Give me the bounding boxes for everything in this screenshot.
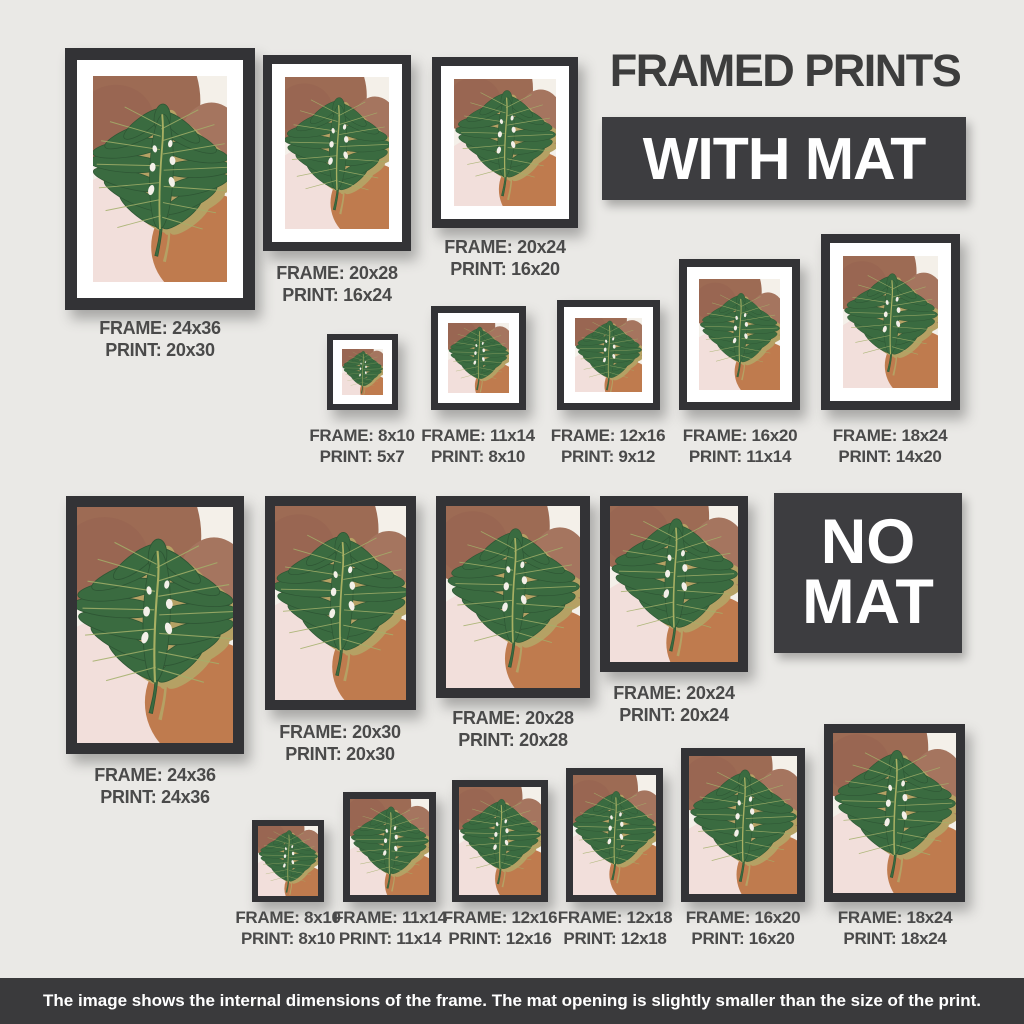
- print-size: PRINT: 12x18: [563, 928, 667, 948]
- no-mat-badge-line2: MAT: [802, 567, 934, 637]
- frame-size: FRAME: 20x24: [444, 237, 566, 257]
- frame-size: FRAME: 12x16: [550, 426, 666, 445]
- size-label-no-mat-18x24: [825, 908, 965, 949]
- print-size: PRINT: 5x7: [319, 446, 405, 466]
- frame-size: FRAME: 20x30: [279, 722, 401, 742]
- frame-size: FRAME: 20x28: [452, 708, 574, 728]
- frame-no-mat-11x14: [343, 792, 436, 902]
- no-mat-badge-line1: NO: [820, 507, 916, 578]
- frame-size: FRAME: 18x24: [832, 426, 948, 445]
- frame-size: FRAME: 20x24: [613, 683, 735, 703]
- with-mat-badge: WITH MAT: [602, 117, 966, 200]
- monstera-artwork: [275, 506, 406, 700]
- size-label-with-mat-12x16: [538, 426, 678, 467]
- monstera-artwork: [833, 733, 956, 893]
- frame-size: FRAME: 11x14: [421, 426, 535, 445]
- page-title: FRAMED PRINTS: [609, 45, 961, 96]
- monstera-artwork: [77, 507, 233, 743]
- print-size: PRINT: 20x28: [458, 729, 568, 750]
- monstera-artwork: [454, 79, 556, 206]
- size-label-no-mat-12x18: [545, 908, 685, 949]
- frame-with-mat-11x14: [431, 306, 526, 410]
- frame-size: FRAME: 18x24: [837, 908, 953, 927]
- size-label-with-mat-20x24: [405, 237, 605, 281]
- frame-size: FRAME: 24x36: [94, 765, 216, 785]
- frame-size: FRAME: 12x16: [442, 908, 558, 927]
- frame-no-mat-12x18: [566, 768, 663, 902]
- size-label-with-mat-16x20: [670, 426, 810, 467]
- print-size: PRINT: 14x20: [838, 446, 942, 466]
- print-size: PRINT: 16x20: [691, 928, 795, 948]
- print-size: PRINT: 18x24: [843, 928, 947, 948]
- monstera-artwork: [573, 775, 656, 895]
- frame-with-mat-18x24: [821, 234, 960, 410]
- frame-size: FRAME: 16x20: [682, 426, 798, 445]
- frame-with-mat-24x36: [65, 48, 255, 310]
- frame-with-mat-12x16: [557, 300, 660, 410]
- footer-note: The image shows the internal dimensions of the frame. The mat opening is slightly smaller than the size of the print.: [0, 978, 1024, 1024]
- print-size: PRINT: 16x20: [450, 258, 560, 279]
- size-label-no-mat-20x24: [574, 683, 774, 727]
- size-label-no-mat-24x36: [55, 765, 255, 809]
- frame-size: FRAME: 20x28: [276, 263, 398, 283]
- frame-with-mat-20x28: [263, 55, 411, 251]
- monstera-artwork: [459, 787, 541, 895]
- frame-size: FRAME: 8x10: [235, 908, 341, 927]
- monstera-artwork: [448, 323, 509, 393]
- size-label-no-mat-16x20: [673, 908, 813, 949]
- frame-no-mat-18x24: [824, 724, 965, 902]
- print-size: PRINT: 11x14: [688, 446, 792, 466]
- monstera-artwork: [610, 506, 738, 662]
- frame-no-mat-24x36: [66, 496, 244, 754]
- monstera-artwork: [350, 799, 429, 895]
- print-size: PRINT: 8x10: [430, 446, 526, 466]
- frame-with-mat-16x20: [679, 259, 800, 410]
- frame-no-mat-12x16: [452, 780, 548, 902]
- monstera-artwork: [285, 77, 389, 229]
- monstera-artwork: [699, 279, 780, 390]
- print-size: PRINT: 8x10: [240, 928, 336, 948]
- monstera-artwork: [93, 76, 227, 282]
- frame-no-mat-20x30: [265, 496, 416, 710]
- frame-with-mat-20x24: [432, 57, 578, 228]
- frame-no-mat-8x10: [252, 820, 324, 902]
- frame-no-mat-20x28: [436, 496, 590, 698]
- print-size: PRINT: 16x24: [282, 284, 392, 305]
- no-mat-badge: [774, 493, 962, 653]
- size-label-with-mat-18x24: [820, 426, 960, 467]
- frame-size: FRAME: 16x20: [685, 908, 801, 927]
- frame-no-mat-20x24: [600, 496, 748, 672]
- monstera-artwork: [689, 756, 797, 894]
- monstera-artwork: [575, 318, 642, 392]
- print-size: PRINT: 12x16: [448, 928, 552, 948]
- print-size: PRINT: 20x30: [285, 743, 395, 764]
- monstera-artwork: [446, 506, 580, 688]
- print-size: PRINT: 24x36: [100, 786, 210, 807]
- size-label-no-mat-20x30: [240, 722, 440, 766]
- frame-size: FRAME: 12x18: [557, 908, 673, 927]
- frame-size: FRAME: 11x14: [333, 908, 447, 927]
- print-size: PRINT: 9x12: [560, 446, 656, 466]
- print-size: PRINT: 20x24: [619, 704, 729, 725]
- frame-no-mat-16x20: [681, 748, 805, 902]
- monstera-artwork: [342, 349, 383, 395]
- monstera-artwork: [258, 826, 318, 896]
- frame-with-mat-8x10: [327, 334, 398, 410]
- print-size: PRINT: 20x30: [105, 339, 215, 360]
- size-label-with-mat-11x14: [408, 426, 548, 467]
- frame-size: FRAME: 24x36: [99, 318, 221, 338]
- frame-size: FRAME: 8x10: [309, 426, 415, 445]
- print-size: PRINT: 11x14: [338, 928, 442, 948]
- monstera-artwork: [843, 256, 938, 388]
- size-label-with-mat-24x36: [60, 318, 260, 362]
